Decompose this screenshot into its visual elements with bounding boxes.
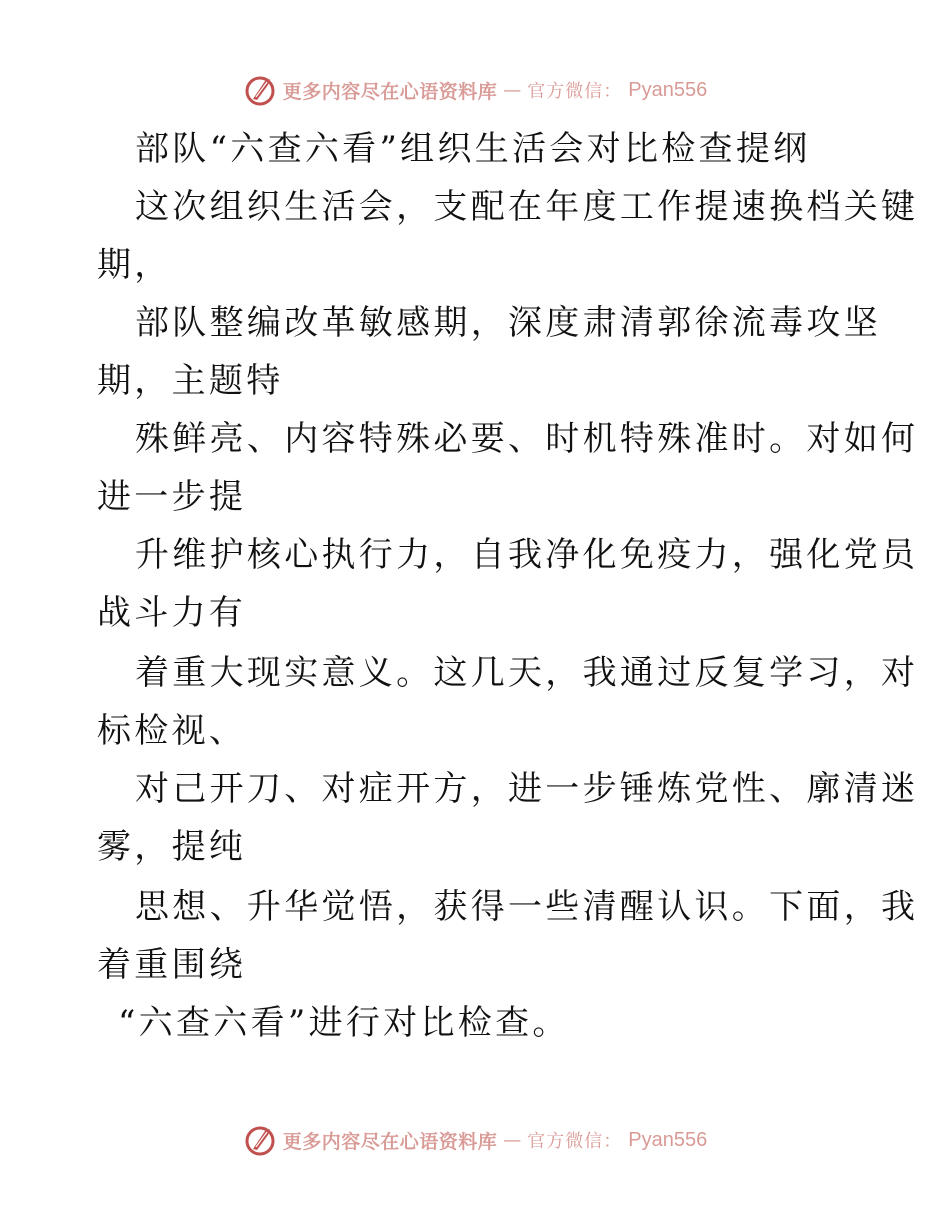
paragraph-line: 对己开刀、对症开方，进一步锤炼党性、廓清迷 [135,769,919,809]
document-title: 部队“六查六看”组织生活会对比检查提纲 [135,129,811,169]
paragraph-line: 着重大现实意义。这几天，我通过反复学习，对 [135,653,919,693]
paragraph-line: 思想、升华觉悟，获得一些清醒认识。下面，我 [135,887,919,927]
paragraph-line: 标检视、 [97,711,247,751]
paragraph-line: 殊鲜亮、内容特殊必要、时机特殊准时。对如何 [135,419,919,459]
footer-watermark-text: 更多内容尽在心语资料库 [282,1130,498,1153]
footer-watermark-separator: — [503,1129,522,1151]
header-watermark-text: 更多内容尽在心语资料库 [282,80,498,103]
paragraph-line: 部队整编改革敏感期，深度肃清郭徐流毒攻坚 [135,303,881,343]
footer-wechat-id: Pyan556 [628,1128,708,1151]
paragraph-line: 着重围绕 [97,945,247,985]
footer-wechat-label: 官方微信： [527,1131,623,1152]
footer-watermark [0,1120,950,1160]
header-watermark-separator: — [503,79,522,101]
quill-logo-icon [243,1123,277,1157]
paragraph-line: 进一步提 [97,477,247,517]
paragraph-line: 战斗力有 [97,593,247,633]
header-watermark [0,70,950,110]
paragraph-line: 升维护核心执行力，自我净化免疫力，强化党员 [135,535,919,575]
paragraph-line: 期， [97,245,172,285]
paragraph-line: 雾，提纯 [97,827,247,867]
header-wechat-label: 官方微信： [527,81,623,102]
paragraph-line: 期，主题特 [97,361,284,401]
quill-logo-icon [243,73,277,107]
paragraph-line: “六查六看”进行对比检查。 [118,1003,570,1043]
header-wechat-id: Pyan556 [628,78,708,101]
paragraph-line: 这次组织生活会，支配在年度工作提速换档关键 [135,187,919,227]
